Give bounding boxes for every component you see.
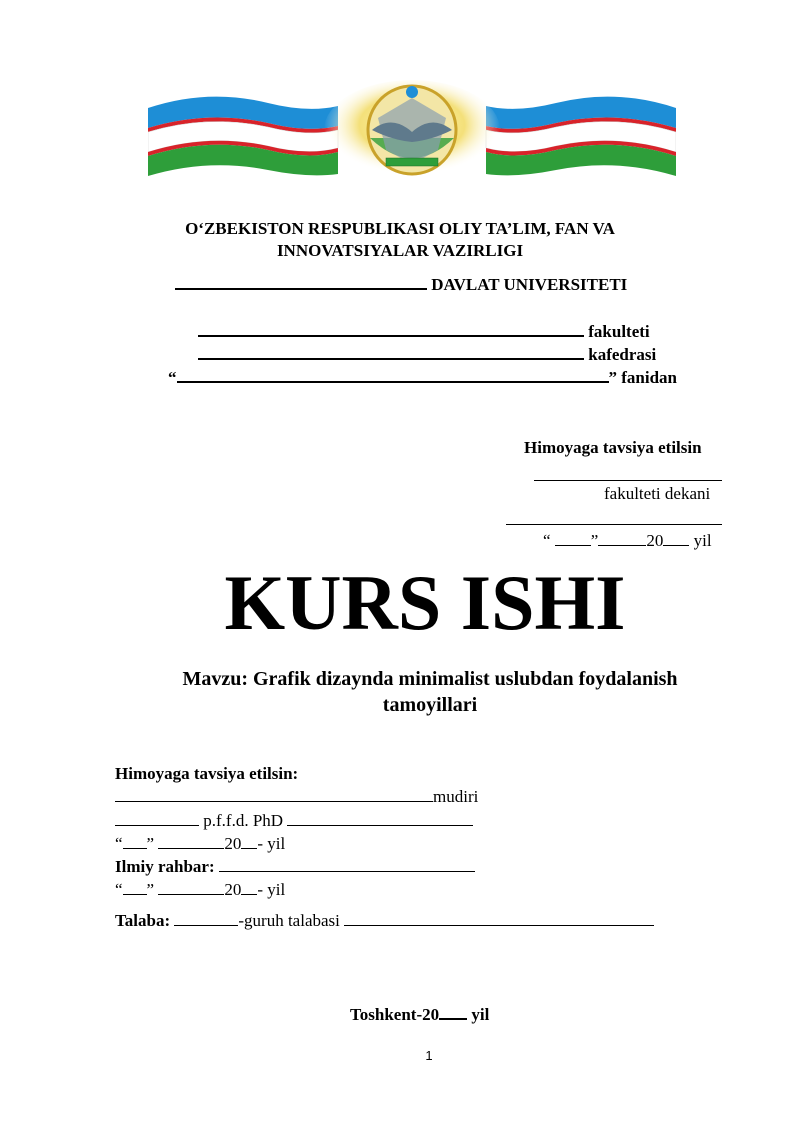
state-emblem-image	[148, 78, 676, 178]
group-blank	[174, 911, 238, 926]
topic-line-2: tamoyillari	[382, 694, 478, 716]
subject-suffix: ” fanidan	[608, 368, 677, 387]
head-blank	[115, 787, 433, 802]
date-line-2: “ ” 20 - yil	[115, 880, 286, 899]
approval-top-date: “ ” 20 yil	[543, 531, 712, 550]
supervisor-blank	[219, 857, 475, 872]
degree-blank-1	[115, 811, 199, 826]
department-line	[198, 344, 656, 365]
degree-label: p.f.f.d. PhD	[199, 811, 288, 830]
supervisor-line	[115, 857, 475, 877]
student-name-blank	[344, 911, 654, 926]
subject-blank	[177, 367, 609, 383]
date2-month-blank	[158, 880, 224, 895]
date1-day-blank	[123, 834, 147, 849]
date2-year-blank	[241, 880, 257, 895]
date1-year-blank	[241, 834, 257, 849]
subject-line	[168, 367, 677, 388]
department-suffix: kafedrasi	[588, 345, 657, 364]
degree-blank-2	[287, 811, 473, 826]
subject-open-quote: “	[168, 368, 177, 387]
university-line	[175, 274, 627, 295]
date-line-1: “ ” 20 - yil	[115, 834, 286, 853]
approval-top-heading: Himoyaga tavsiya etilsin	[524, 438, 702, 457]
date1-month-blank	[158, 834, 224, 849]
topic	[0, 666, 800, 718]
faculty-line	[198, 321, 650, 342]
faculty-suffix: fakulteti	[588, 322, 650, 341]
topic-line-1: Mavzu: Grafik dizaynda minimalist uslubdan foydalanish	[182, 668, 678, 690]
ministry-header	[0, 218, 800, 262]
university-blank	[175, 274, 427, 290]
student-line	[115, 911, 654, 931]
approval-bottom-heading: Himoyaga tavsiya etilsin:	[115, 764, 299, 783]
faculty-blank	[198, 321, 584, 337]
student-label: Talaba:	[115, 911, 175, 930]
date-day-blank	[555, 531, 591, 546]
group-label: -guruh talabasi	[238, 911, 345, 930]
date-year-blank	[663, 531, 689, 546]
department-blank	[198, 344, 584, 360]
supervisor-label: Ilmiy rahbar:	[115, 857, 219, 876]
degree-line	[115, 811, 473, 831]
date-month-blank	[598, 531, 646, 546]
head-label: mudiri	[433, 787, 479, 806]
city-year-blank	[439, 1004, 467, 1020]
dean-name-blank	[506, 510, 722, 525]
document-title: KURS ISHI	[224, 559, 626, 646]
date2-day-blank	[123, 880, 147, 895]
dean-label: fakulteti dekani	[604, 484, 711, 503]
page-number: 1	[425, 1048, 433, 1063]
head-line	[115, 787, 478, 807]
city-year: Toshkent-20 yil	[350, 1005, 490, 1024]
ministry-line-1: O‘ZBEKISTON RESPUBLIKASI OLIY TA’LIM, FAN VA	[185, 219, 615, 238]
ministry-line-2: INNOVATSIYALAR VAZIRLIGI	[276, 241, 524, 260]
dean-signature-blank	[534, 466, 722, 481]
university-suffix: DAVLAT UNIVERSITETI	[431, 275, 628, 294]
